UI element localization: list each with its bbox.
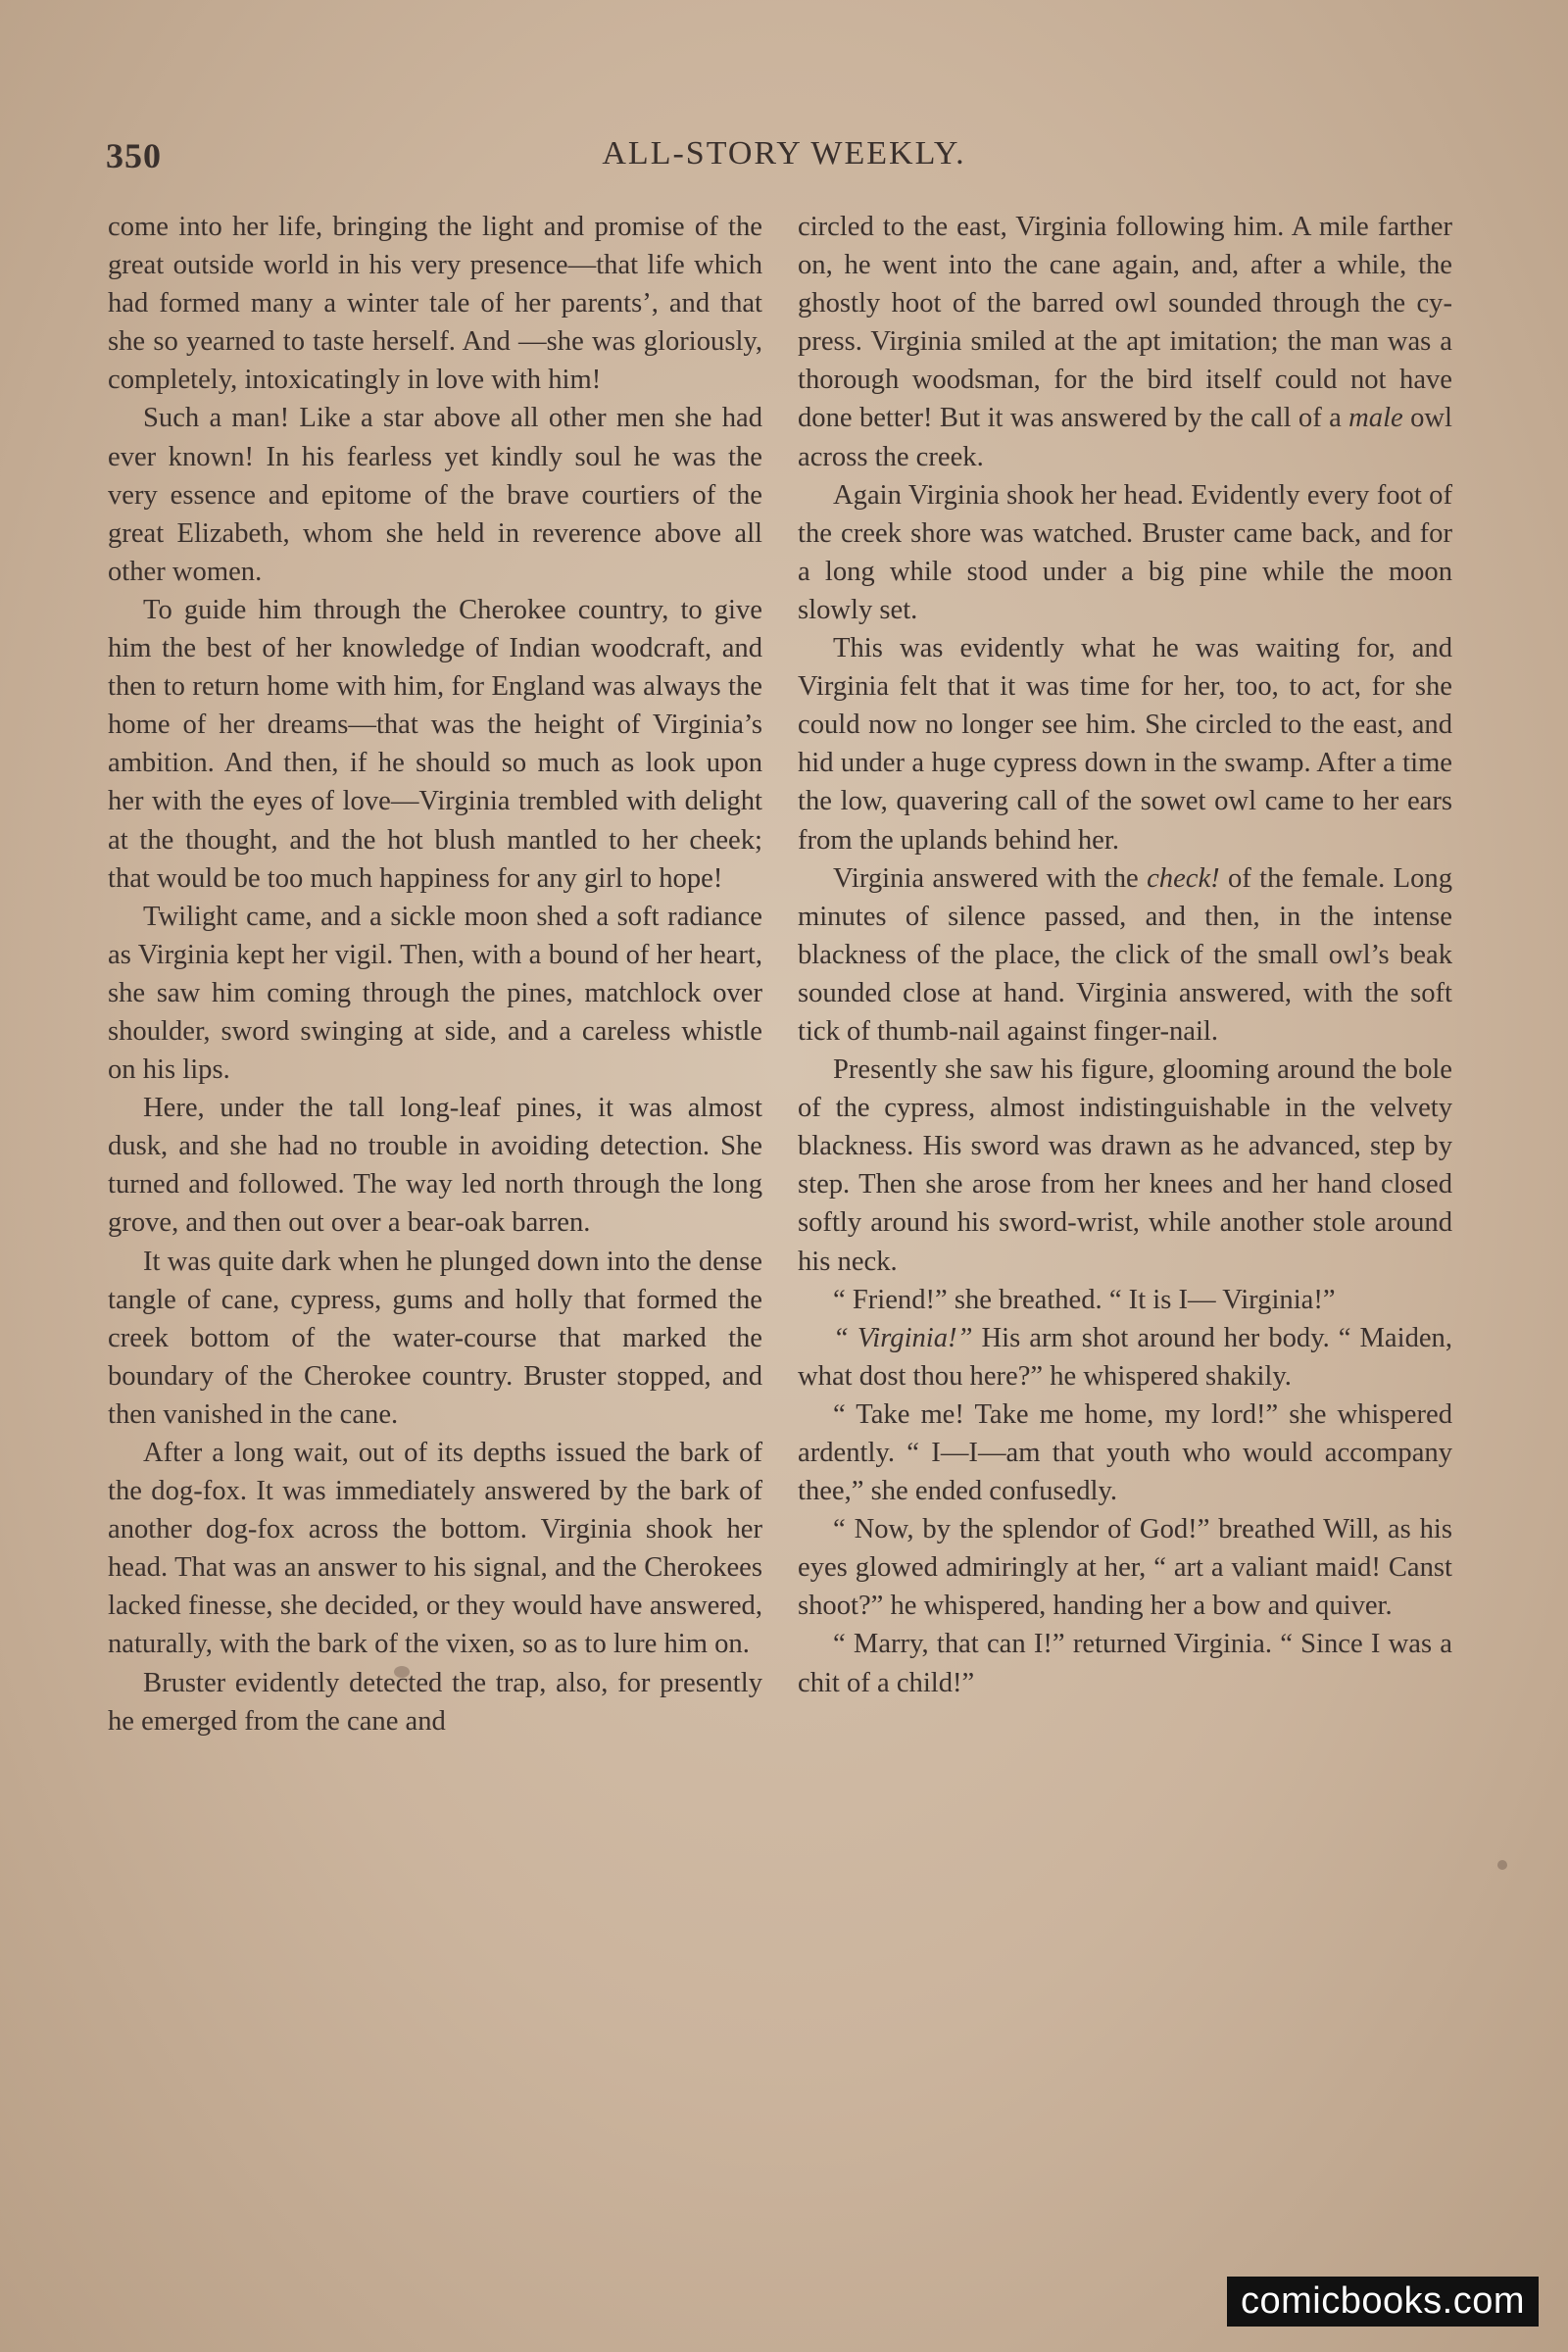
paragraph: “ Marry, that can I!” returned Virginia. “ Since I was a chit of a child!” [798, 1629, 1452, 1698]
paragraph: “ Now, by the splendor of God!” breathed Will, as his eyes glowed admiringly at her, “ art a valiant maid! Canst shoot?” he whispered, handing her a bow and quiver. [798, 1514, 1452, 1622]
paragraph [798, 859, 1452, 1051]
paragraph: This was evidently what he was waiting for, and Virginia felt that it was time for her, too, to act, for she could now no longer see him. She circled to the east, and hid under a huge cypress down in the swamp. After a time the low, quavering call of the sowet owl came to her ears from the uplands behind her. [798, 633, 1452, 856]
text-run: of the female. Long minutes of silence passed, and then, in the intense blackness of the place, the click of the small owl’s beak sounded close at hand. Virginia answered, with the soft tick of thumb-nail against finger-nail. [798, 862, 1452, 1047]
paragraph: “ Take me! Take me home, my lord!” she whispered ardently. “ I—I—am that youth who would accompany thee,” she ended confusedly. [798, 1398, 1452, 1507]
paragraph: Presently she saw his figure, glooming around the bole of the cypress, almost indistinguishable in the velvety blackness. His sword was drawn as he advanced, step by step. Then she arose from her knees and her hand closed softly around his sword-wrist, while another stole around his neck. [798, 1054, 1452, 1277]
paragraph: come into her life, bringing the light and promise of the great outside world in his very presence—that life which had formed many a winter tale of her parents’, and that she so yearned to taste herself. And —she was gloriously, completely, intoxicatingly in love with him! [108, 212, 762, 396]
paragraph [798, 1319, 1452, 1396]
paragraph [798, 208, 1452, 476]
right-column [798, 208, 1452, 1702]
emphasis: check! [1147, 862, 1220, 894]
paragraph: “ Friend!” she breathed. “ It is I— Virginia!” [833, 1284, 1336, 1315]
paragraph: Again Virginia shook her head. Evidently every foot of the creek shore was watched. Bruster came back, and for a long while stood under a big pine while the moon slowly set. [798, 479, 1452, 625]
ink-spot [1497, 1860, 1507, 1870]
paragraph: Such a man! Like a star above all other men she had ever known! In his fearless yet kindly soul he was the very essence and epitome of the brave courtiers of the great Elizabeth, whom she held in reverence above all other women. [108, 403, 762, 587]
text-run: Virginia answered with the [833, 862, 1148, 894]
emphasis: male [1348, 403, 1403, 434]
paragraph: After a long wait, out of its depths issued the bark of the dog-fox. It was immediately answered by the bark of another dog-fox across the bottom. Virginia shook her head. That was an answer to his signal, and the Cherokees lacked finesse, she decided, or they would have answered, naturally, with the bark of the vixen, so as to lure him on. [108, 1438, 762, 1660]
paragraph: Bruster evidently detected the trap, also, for presently he emerged from the cane and [108, 1667, 762, 1737]
text-run: circled to the east, Virginia following him. A mile farther on, he went into the cane again, and, after a while, the ghostly hoot of the barred owl sounded through the cypress. Virginia smiled at the apt imitation; the man was a thorough woodsman, for the bird itself could not have done better! But it was answered by the call of a [798, 212, 1452, 434]
running-title: ALL-STORY WEEKLY. [602, 135, 966, 172]
watermark: comicbooks.com [1227, 2277, 1539, 2327]
paragraph: Twilight came, and a sickle moon shed a soft radiance as Virginia kept her vigil. Then, with a bound of her heart, she saw him coming through the pines, matchlock over shoulder, sword swinging at side, and a careless whistle on his lips. [108, 901, 762, 1086]
paragraph: To guide him through the Cherokee country, to give him the best of her knowledge of Indian woodcraft, and then to return home with him, for England was always the home of her dreams—that was the height of Virginia’s ambition. And then, if he should so much as look upon her with the eyes of love—Virginia trembled with delight at the thought, and the hot blush mantled to her cheek; that would be too much happiness for any girl to hope! [108, 594, 762, 894]
text-run: owl across the creek. [798, 403, 1452, 472]
ink-spot [394, 1666, 410, 1678]
page-header [106, 135, 1462, 184]
paragraph: Here, under the tall long-leaf pines, it was almost dusk, and she had no trouble in avoiding detection. She turned and followed. The way led north through the long grove, and then out over a bear-oak barren. [108, 1093, 762, 1239]
paragraph: It was quite dark when he plunged down into the dense tangle of cane, cypress, gums and holly that formed the creek bottom of the water-course that marked the boundary of the Cherokee country. Bruster stopped, and then vanished in the cane. [108, 1246, 762, 1430]
page-number: 350 [106, 136, 162, 175]
emphasis: “ Virginia!” [833, 1322, 973, 1353]
text-run: His arm shot around her body. “ Maiden, what dost thou here?” he whispered shakily. [798, 1322, 1453, 1392]
left-column [108, 208, 762, 1740]
